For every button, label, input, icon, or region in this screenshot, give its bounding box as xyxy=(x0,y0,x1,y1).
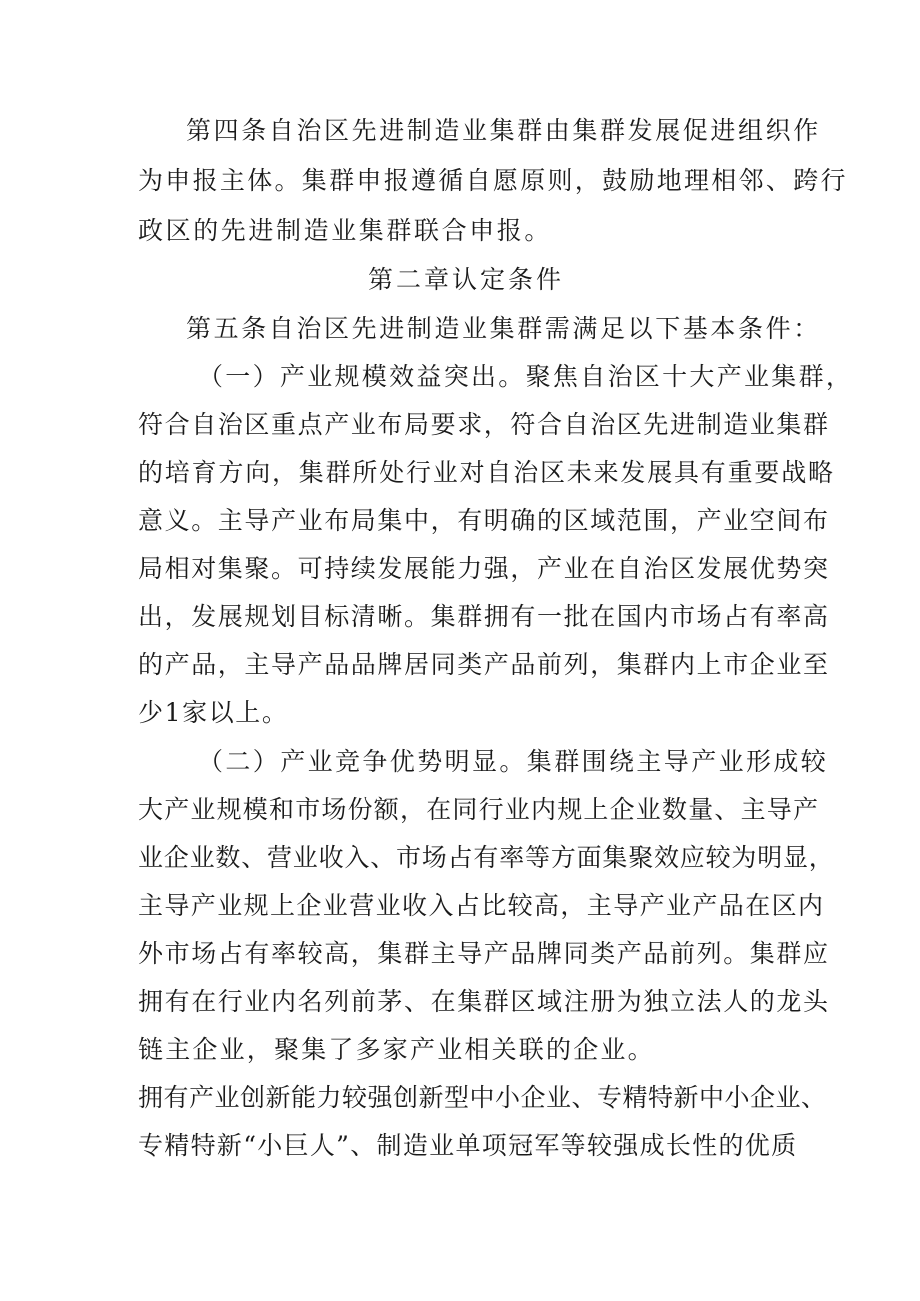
item1-line-2: 符合自治区重点产业布局要求，符合自治区先进制造业集群 xyxy=(138,410,830,439)
item2-line-5: 外市场占有率较高，集群主导产品牌同类产品前列。集群应 xyxy=(138,939,830,968)
item1-line-7: 的产品，主导产品品牌居同类产品前列，集群内上市企业至 xyxy=(138,650,830,679)
item2-line-7: 链主企业，聚集了多家产业相关联的企业。 xyxy=(138,1035,655,1064)
item2-line-9: 专精特新“小巨人”、制造业单项冠军等较强成长性的优质 xyxy=(138,1131,798,1160)
item1-line-8: 少1家以上。 xyxy=(138,698,289,727)
article4-line-1: 第四条自治区先进制造业集群由集群发展促进组织作 xyxy=(186,116,821,145)
item1-line-6: 出，发展规划目标清晰。集群拥有一批在国内市场占有率高 xyxy=(138,602,830,631)
item2-line-2: 大产业规模和市场份额，在同行业内规上企业数量、主导产 xyxy=(138,795,820,824)
item2-line-8: 拥有产业创新能力较强创新型中小企业、专精特新中小企业、 xyxy=(138,1083,827,1112)
item2-line-4: 主导产业规上企业营业收入占比较高，主导产业产品在区内 xyxy=(138,891,825,920)
item2-line-1: （二）产业竞争优势明显。集群围绕主导产业形成较 xyxy=(198,747,829,776)
item1-line-1: （一）产业规模效益突出。聚焦自治区十大产业集群， xyxy=(198,362,854,391)
chapter-heading: 第二章认定条件 xyxy=(368,265,565,294)
article5-line-1: 第五条自治区先进制造业集群需满足以下基本条件： xyxy=(186,314,821,343)
item1-line-5: 局相对集聚。可持续发展能力强，产业在自治区发展优势突 xyxy=(138,554,830,583)
item1-line-4: 意义。主导产业布局集中，有明确的区域范围，产业空间布 xyxy=(138,506,830,535)
article4-line-3: 政区的先进制造业集群联合申报。 xyxy=(138,216,553,245)
item2-line-3: 业企业数、营业收入、市场占有率等方面集聚效应较为明显， xyxy=(138,843,835,872)
article4-line-2: 为申报主体。集群申报遵循自愿原则，鼓励地理相邻、跨行 xyxy=(138,166,848,195)
item1-line-3: 的培育方向，集群所处行业对自治区未来发展具有重要战略 xyxy=(138,458,835,487)
item2-line-6: 拥有在行业内名列前茅、在集群区域注册为独立法人的龙头 xyxy=(138,987,830,1016)
